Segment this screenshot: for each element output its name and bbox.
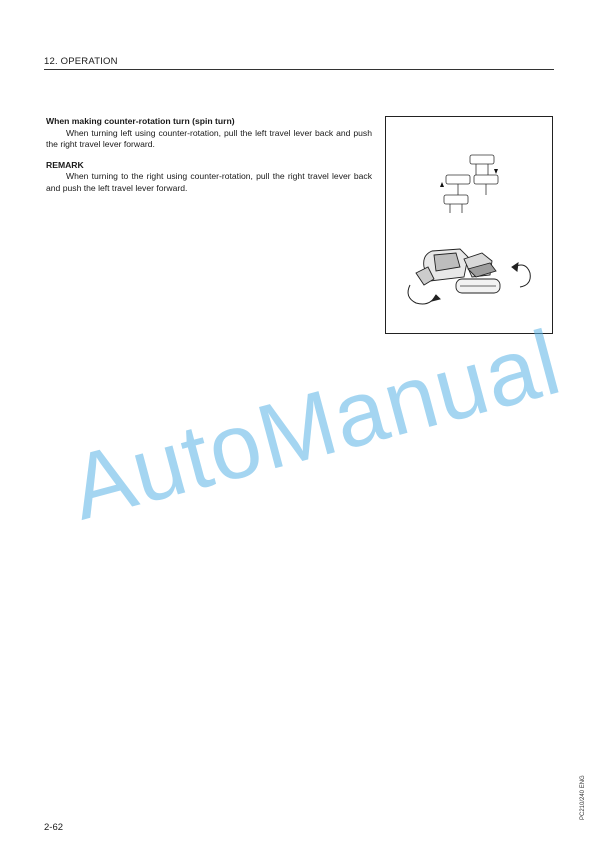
instruction-paragraph: When turning left using counter-rotation, pull the left travel lever back and push the right travel lever forward. <box>46 127 372 149</box>
remark-paragraph: When turning to the right using counter-rotation, pull the right travel lever back and push the left travel lever forward. <box>46 171 372 193</box>
page-number: 2-62 <box>44 822 64 833</box>
remark-heading: REMARK <box>46 159 84 170</box>
document-code: PC210/240 ENG <box>580 775 586 820</box>
section-heading: When making counter-rotation turn (spin turn) <box>46 116 235 126</box>
watermark-text: AutoManual <box>60 311 571 540</box>
excavator-icon <box>416 249 500 293</box>
spin-turn-illustration <box>386 117 554 335</box>
section-header: 12. OPERATION <box>44 56 554 70</box>
content-body <box>46 116 372 194</box>
illustration-frame <box>385 116 553 334</box>
travel-lever-diagram <box>444 155 498 213</box>
